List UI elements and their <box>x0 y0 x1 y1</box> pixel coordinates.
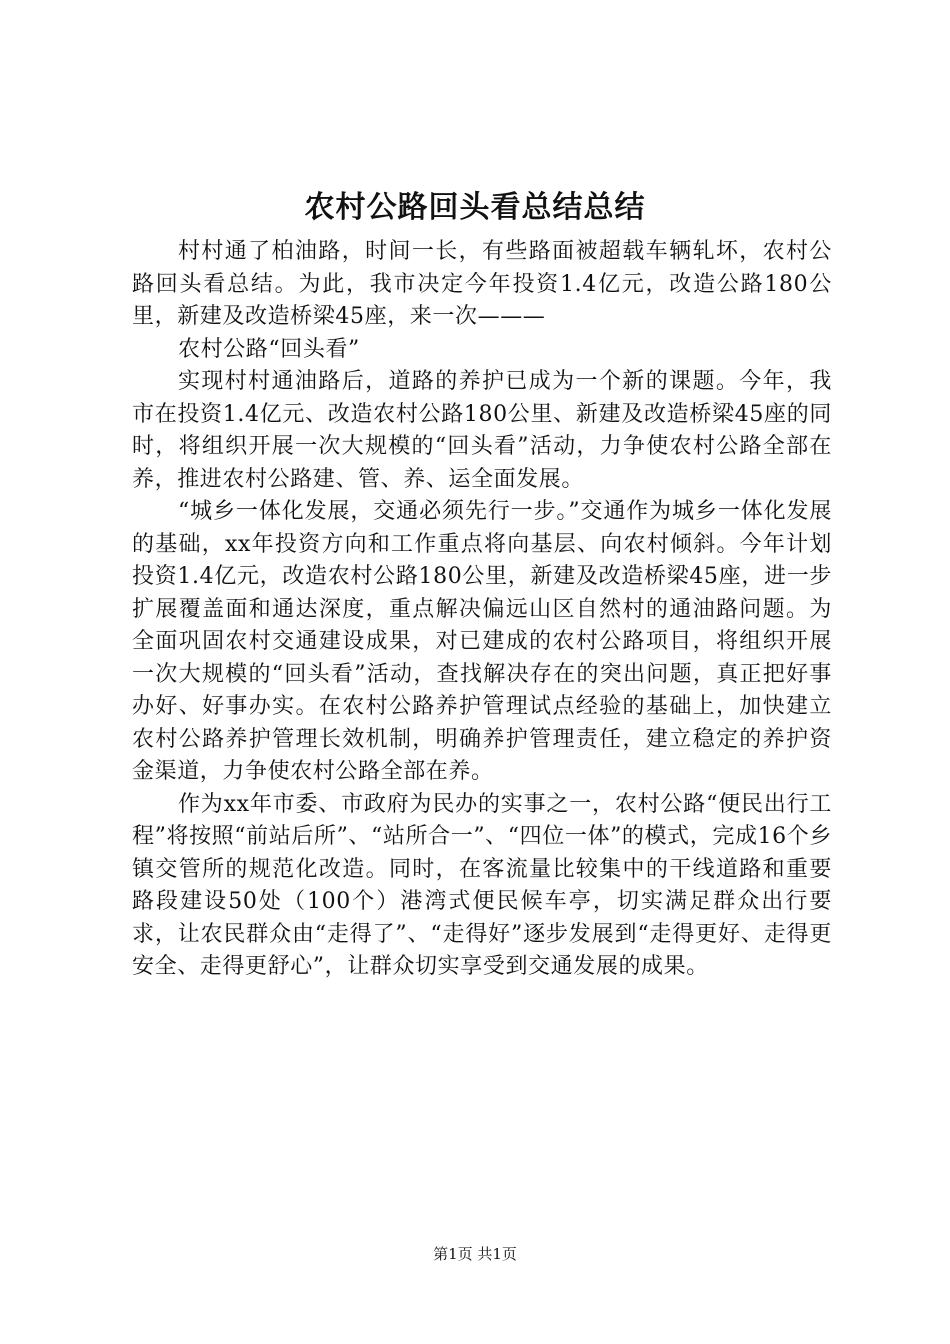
document-title: 农村公路回头看总结总结 <box>304 190 646 225</box>
document-body <box>132 236 832 984</box>
paragraph-3: 实现村村通油路后，道路的养护已成为一个新的课题。今年，我市在投资1.4亿元、改造农村公路180公里、新建及改造桥梁45座的同时，将组织开展一次大规模的“回头看”活动，力争使农村公路全部在养，推进农村公路建、管、养、运全面发展。 <box>132 369 832 492</box>
paragraph-2: 农村公路“回头看” <box>178 336 360 362</box>
page-footer: 第1页 共1页 <box>433 1245 517 1263</box>
paragraph-1: 村村通了柏油路，时间一长，有些路面被超载车辆轧坏，农村公路回头看总结。为此，我市决定今年投资1.4亿元，改造公路180公里，新建及改造桥梁45座，来一次——— <box>132 239 832 329</box>
paragraph-5: 作为xx年市委、市政府为民办的实事之一，农村公路“便民出行工程”将按照“前站后所”、“站所合一”、“四位一体”的模式，完成16个乡镇交管所的规范化改造。同时，在客流量比较集中的干线道路和重要路段建设50处（100个）港湾式便民候车亭，切实满足群众出行要求，让农民群众由“走得了”、“走得好”逐步发展到“走得更好、走得更安全、走得更舒心”，让群众切实享受到交通发展的成果。 <box>132 791 832 979</box>
paragraph-4: “城乡一体化发展，交通必须先行一步。”交通作为城乡一体化发展的基础，xx年投资方向和工作重点将向基层、向农村倾斜。今年计划投资1.4亿元，改造农村公路180公里，新建及改造桥梁45座，进一步扩展覆盖面和通达深度，重点解决偏远山区自然村的通油路问题。为全面巩固农村交通建设成果，对已建成的农村公路项目，将组织开展一次大规模的“回头看”活动，查找解决存在的突出问题，真正把好事办好、好事办实。在农村公路养护管理试点经验的基础上，加快建立农村公路养护管理长效机制，明确养护管理责任，建立稳定的养护资金渠道，力争使农村公路全部在养。 <box>132 499 832 784</box>
